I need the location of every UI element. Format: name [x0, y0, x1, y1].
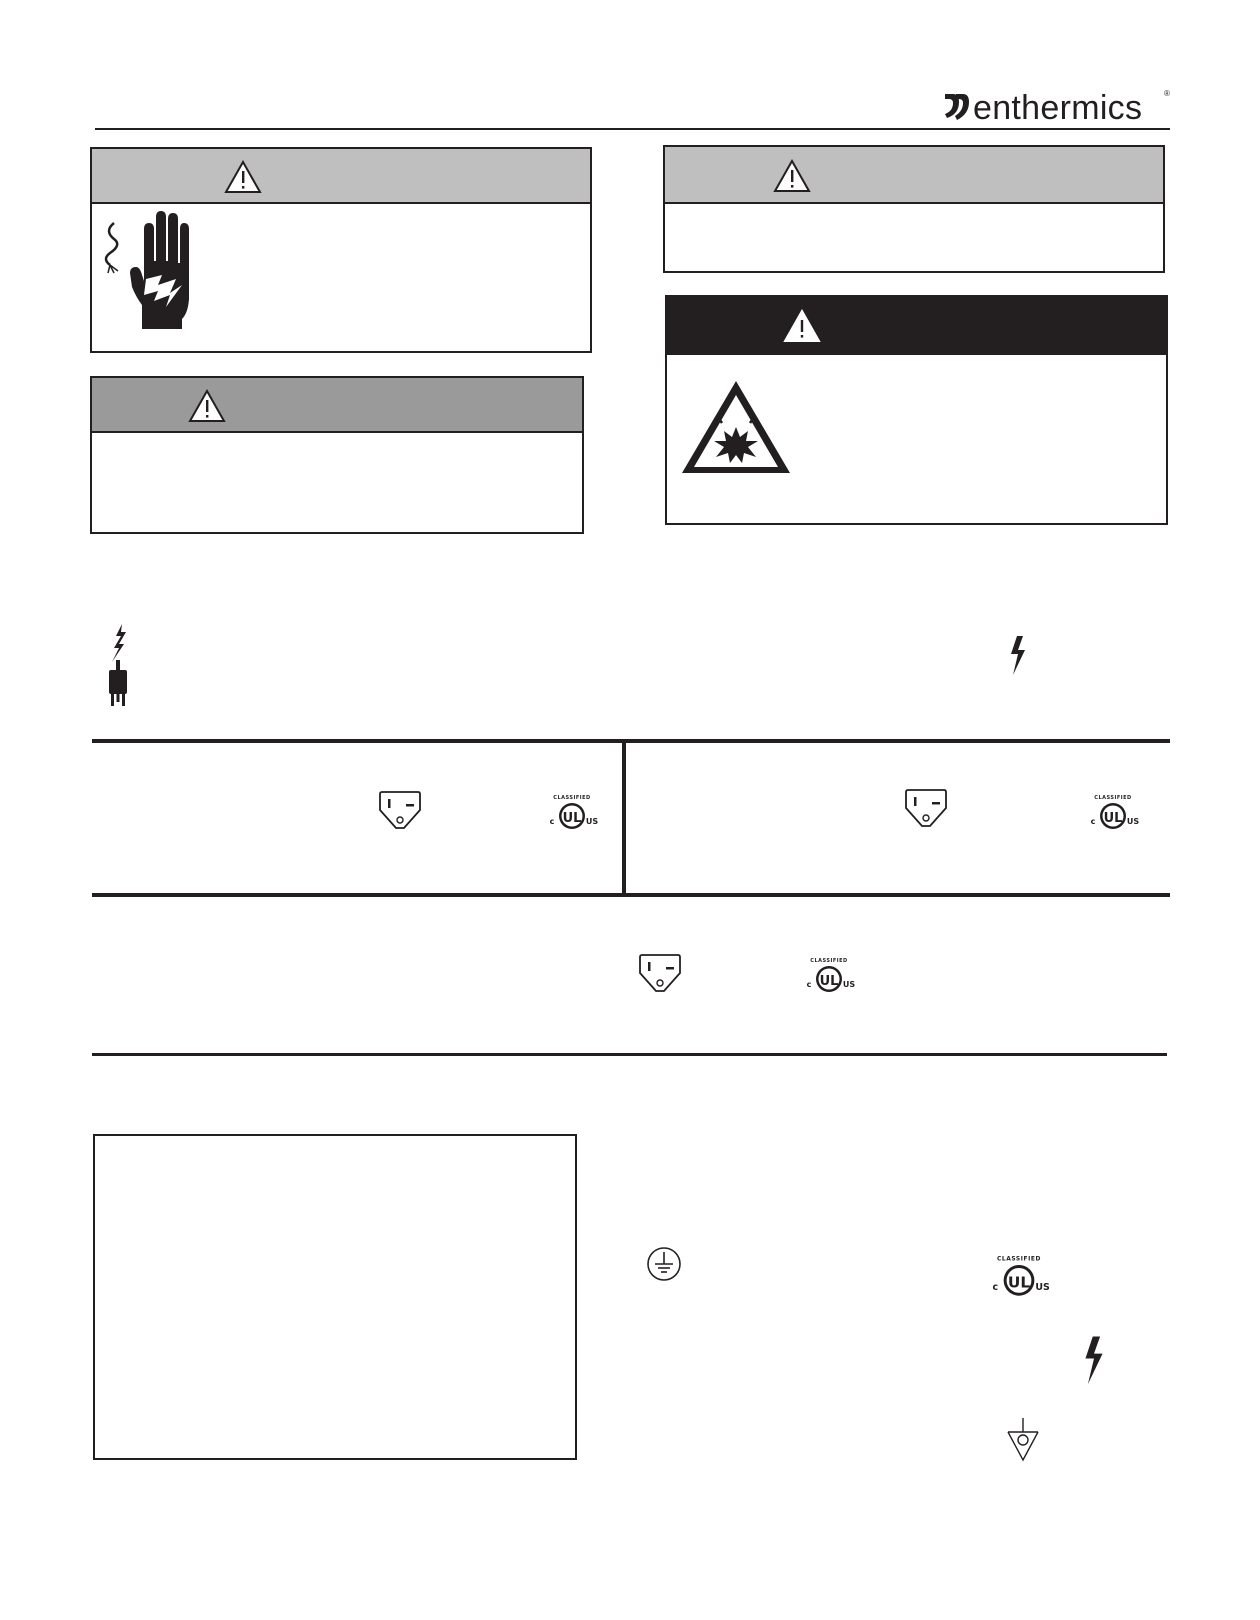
electric-shock-hand-icon [96, 209, 196, 331]
ul-us-text: US [1126, 817, 1139, 826]
brand-logo [943, 88, 1173, 128]
ul-center-text: UL [1007, 1273, 1031, 1292]
section-divider-vertical [622, 741, 626, 897]
electric-shock-warning-box [90, 147, 592, 353]
explosion-danger-box [665, 295, 1168, 525]
warning-box-left [90, 376, 584, 534]
ul-arc-text: CLASSIFIED [810, 958, 848, 964]
nema-receptacle-icon [378, 790, 422, 830]
lightning-bolt-icon [1083, 1336, 1105, 1386]
header-rule [95, 128, 1170, 130]
ul-arc-text: CLASSIFIED [996, 1256, 1042, 1263]
ul-c-text: c [806, 980, 812, 989]
ul-us-text: US [1035, 1281, 1050, 1293]
ul-center-text: UL [1103, 811, 1123, 826]
logo-mark-icon [943, 92, 969, 122]
ul-classified-icon [546, 792, 598, 836]
ul-us-text: US [585, 817, 598, 826]
equipotential-icon [1006, 1418, 1040, 1462]
lightning-bolt-icon [1009, 636, 1027, 676]
caution-box-right [663, 145, 1165, 273]
warning-header-bar [92, 149, 590, 204]
ul-c-text: c [1090, 817, 1096, 826]
ul-c-text: c [992, 1281, 999, 1293]
warning-triangle-icon [783, 309, 821, 343]
ul-arc-text: CLASSIFIED [1094, 795, 1132, 801]
section-rule-top [92, 739, 1170, 743]
ul-arc-text: CLASSIFIED [553, 795, 591, 801]
explosion-warning-icon [678, 377, 794, 479]
warning-triangle-icon [773, 159, 811, 193]
electric-plug-icon [104, 624, 134, 708]
ul-us-text: US [842, 980, 855, 989]
ul-classified-icon [988, 1252, 1050, 1304]
danger-header-bar [667, 297, 1166, 355]
logo-wordmark: enthermics [973, 89, 1143, 127]
info-box-bottom-left [93, 1134, 577, 1460]
section-rule-middle [92, 893, 1170, 897]
nema-receptacle-icon [638, 953, 682, 993]
ul-classified-icon [1087, 792, 1139, 836]
ul-center-text: UL [562, 811, 582, 826]
warning-header-bar [92, 378, 582, 433]
section-rule-bottom [92, 1053, 1167, 1056]
warning-triangle-icon [188, 389, 226, 423]
warning-triangle-icon [224, 160, 262, 194]
ul-c-text: c [549, 817, 555, 826]
ul-center-text: UL [819, 974, 839, 989]
ul-classified-icon [803, 955, 855, 999]
registered-mark: ® [1164, 89, 1170, 98]
caution-header-bar [665, 147, 1163, 204]
nema-receptacle-icon [904, 788, 948, 828]
protective-earth-icon [646, 1246, 682, 1282]
